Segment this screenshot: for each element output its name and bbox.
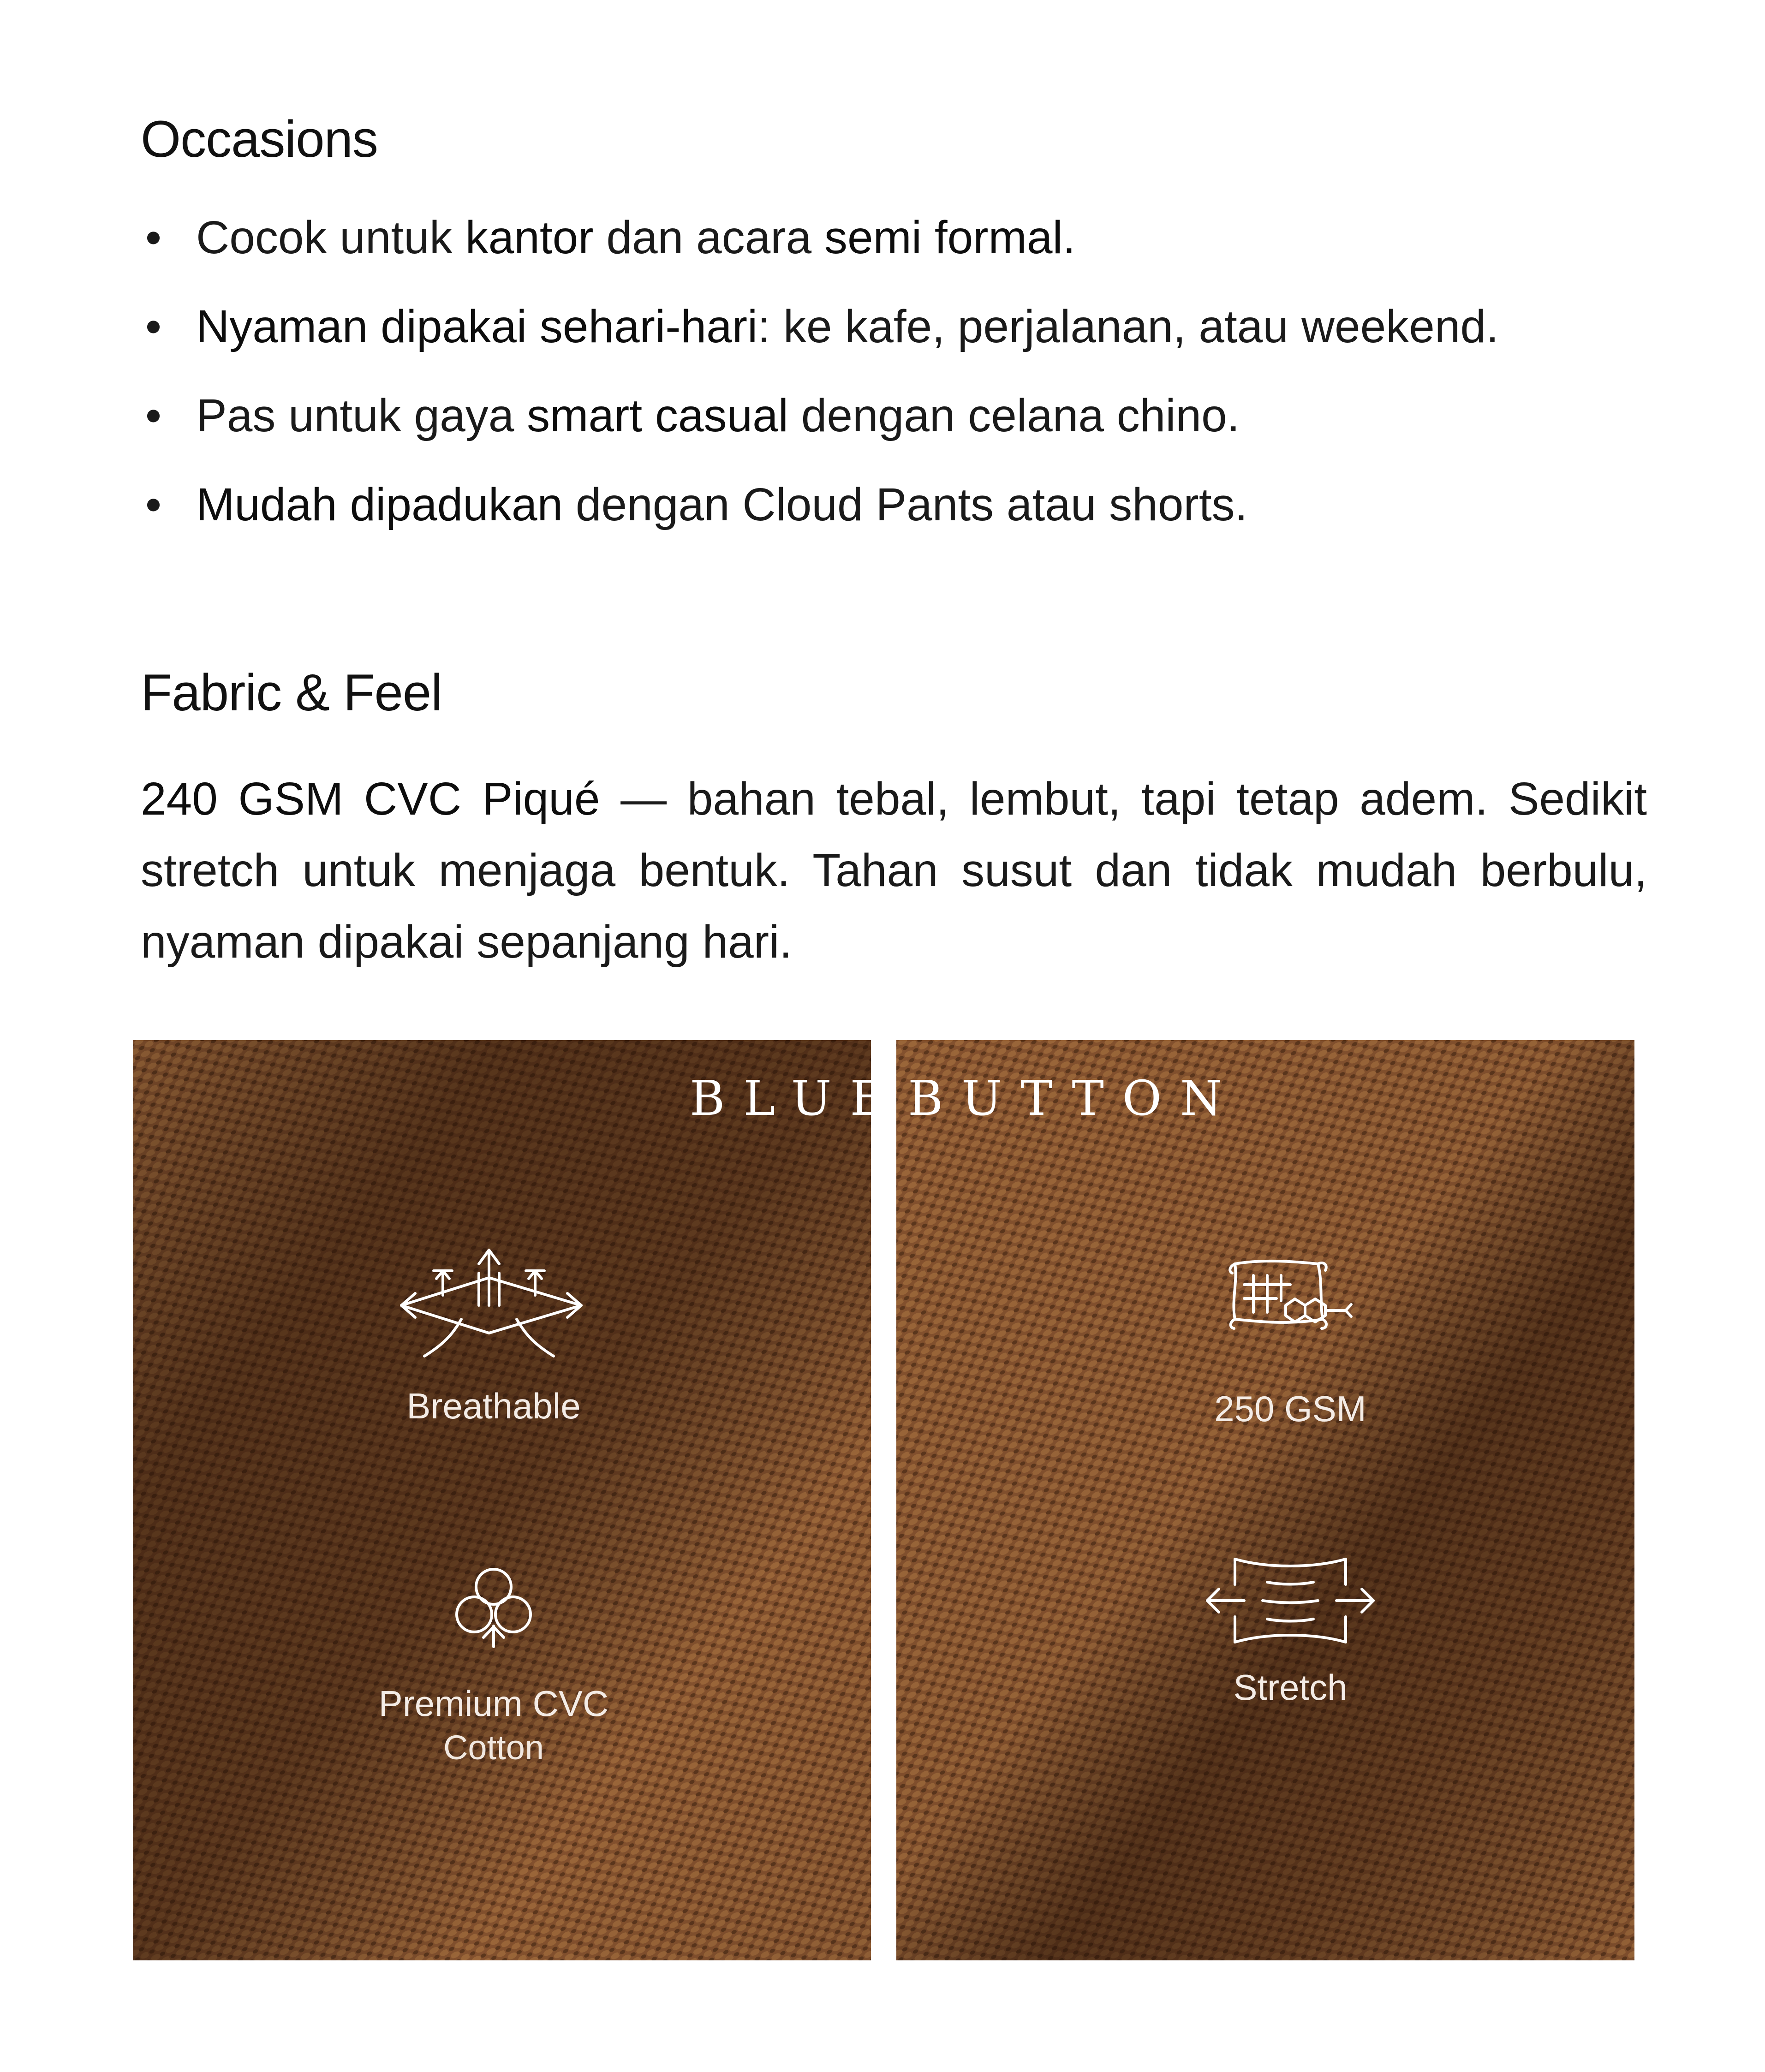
occasion-text: dengan Cloud Pants atau shorts. [563, 479, 1248, 530]
feature-gsm-label: 250 GSM [1214, 1388, 1366, 1429]
feature-breathable-label: Breathable [406, 1386, 581, 1426]
fabric-emphasis: 240 GSM CVC Piqué [141, 773, 600, 825]
brand-logo-right: BUTTON [908, 1070, 1240, 1126]
fabric-texture-right [896, 1040, 1634, 1960]
feature-cotton-label: Premium CVC [378, 1683, 609, 1724]
bullet-marker: • [145, 212, 162, 263]
stretch-icon [1198, 1550, 1383, 1651]
feature-cotton-sublabel: Cotton [443, 1728, 544, 1767]
occasion-item [141, 388, 1709, 477]
breathable-icon [392, 1245, 595, 1365]
occasion-emphasis: semi formal. [824, 212, 1076, 263]
feature-breathable [309, 1245, 678, 1429]
feature-gsm [1106, 1255, 1475, 1432]
occasion-item [141, 477, 1709, 566]
bullet-marker: • [145, 301, 162, 352]
occasion-emphasis: Mudah dipadukan [196, 479, 563, 530]
occasion-text: Cocok untuk [196, 212, 465, 263]
feature-stretch [1106, 1550, 1475, 1710]
occasion-text: Pas untuk gaya [196, 390, 527, 441]
occasion-emphasis: Nyaman dipakai sehari-hari [196, 301, 758, 352]
occasion-text: dengan celana chino. [788, 390, 1240, 441]
cotton-icon [447, 1561, 540, 1654]
occasions-heading: Occasions [141, 110, 378, 168]
fabric-text: — bahan tebal, lembut, tapi tetap adem. Sedikit stretch untuk menjaga bentuk. Tahan susut dan tidak mudah berbulu, nyaman dipakai sepanjang hari. [141, 773, 1647, 968]
bullet-marker: • [145, 479, 162, 530]
bullet-marker: • [145, 390, 162, 441]
fabric-description [141, 763, 1647, 978]
occasions-list [141, 210, 1709, 566]
fabric-texture-left [133, 1040, 871, 1960]
occasion-item [141, 210, 1709, 299]
brand-logo-left: BLUE [690, 1070, 904, 1126]
fabric-panel-right [896, 1040, 1634, 1960]
occasion-text: dan acara [593, 212, 824, 263]
fabric-heading: Fabric & Feel [141, 664, 442, 721]
occasion-emphasis: smart casual [527, 390, 788, 441]
occasion-emphasis: kantor [465, 212, 594, 263]
fabric-panel-left [133, 1040, 871, 1960]
feature-cotton [309, 1561, 678, 1769]
occasion-text: : ke kafe, perjalanan, atau weekend. [757, 301, 1499, 352]
feature-stretch-label: Stretch [1233, 1667, 1348, 1708]
fabric-weight-icon [1221, 1255, 1360, 1361]
occasion-item [141, 299, 1709, 388]
